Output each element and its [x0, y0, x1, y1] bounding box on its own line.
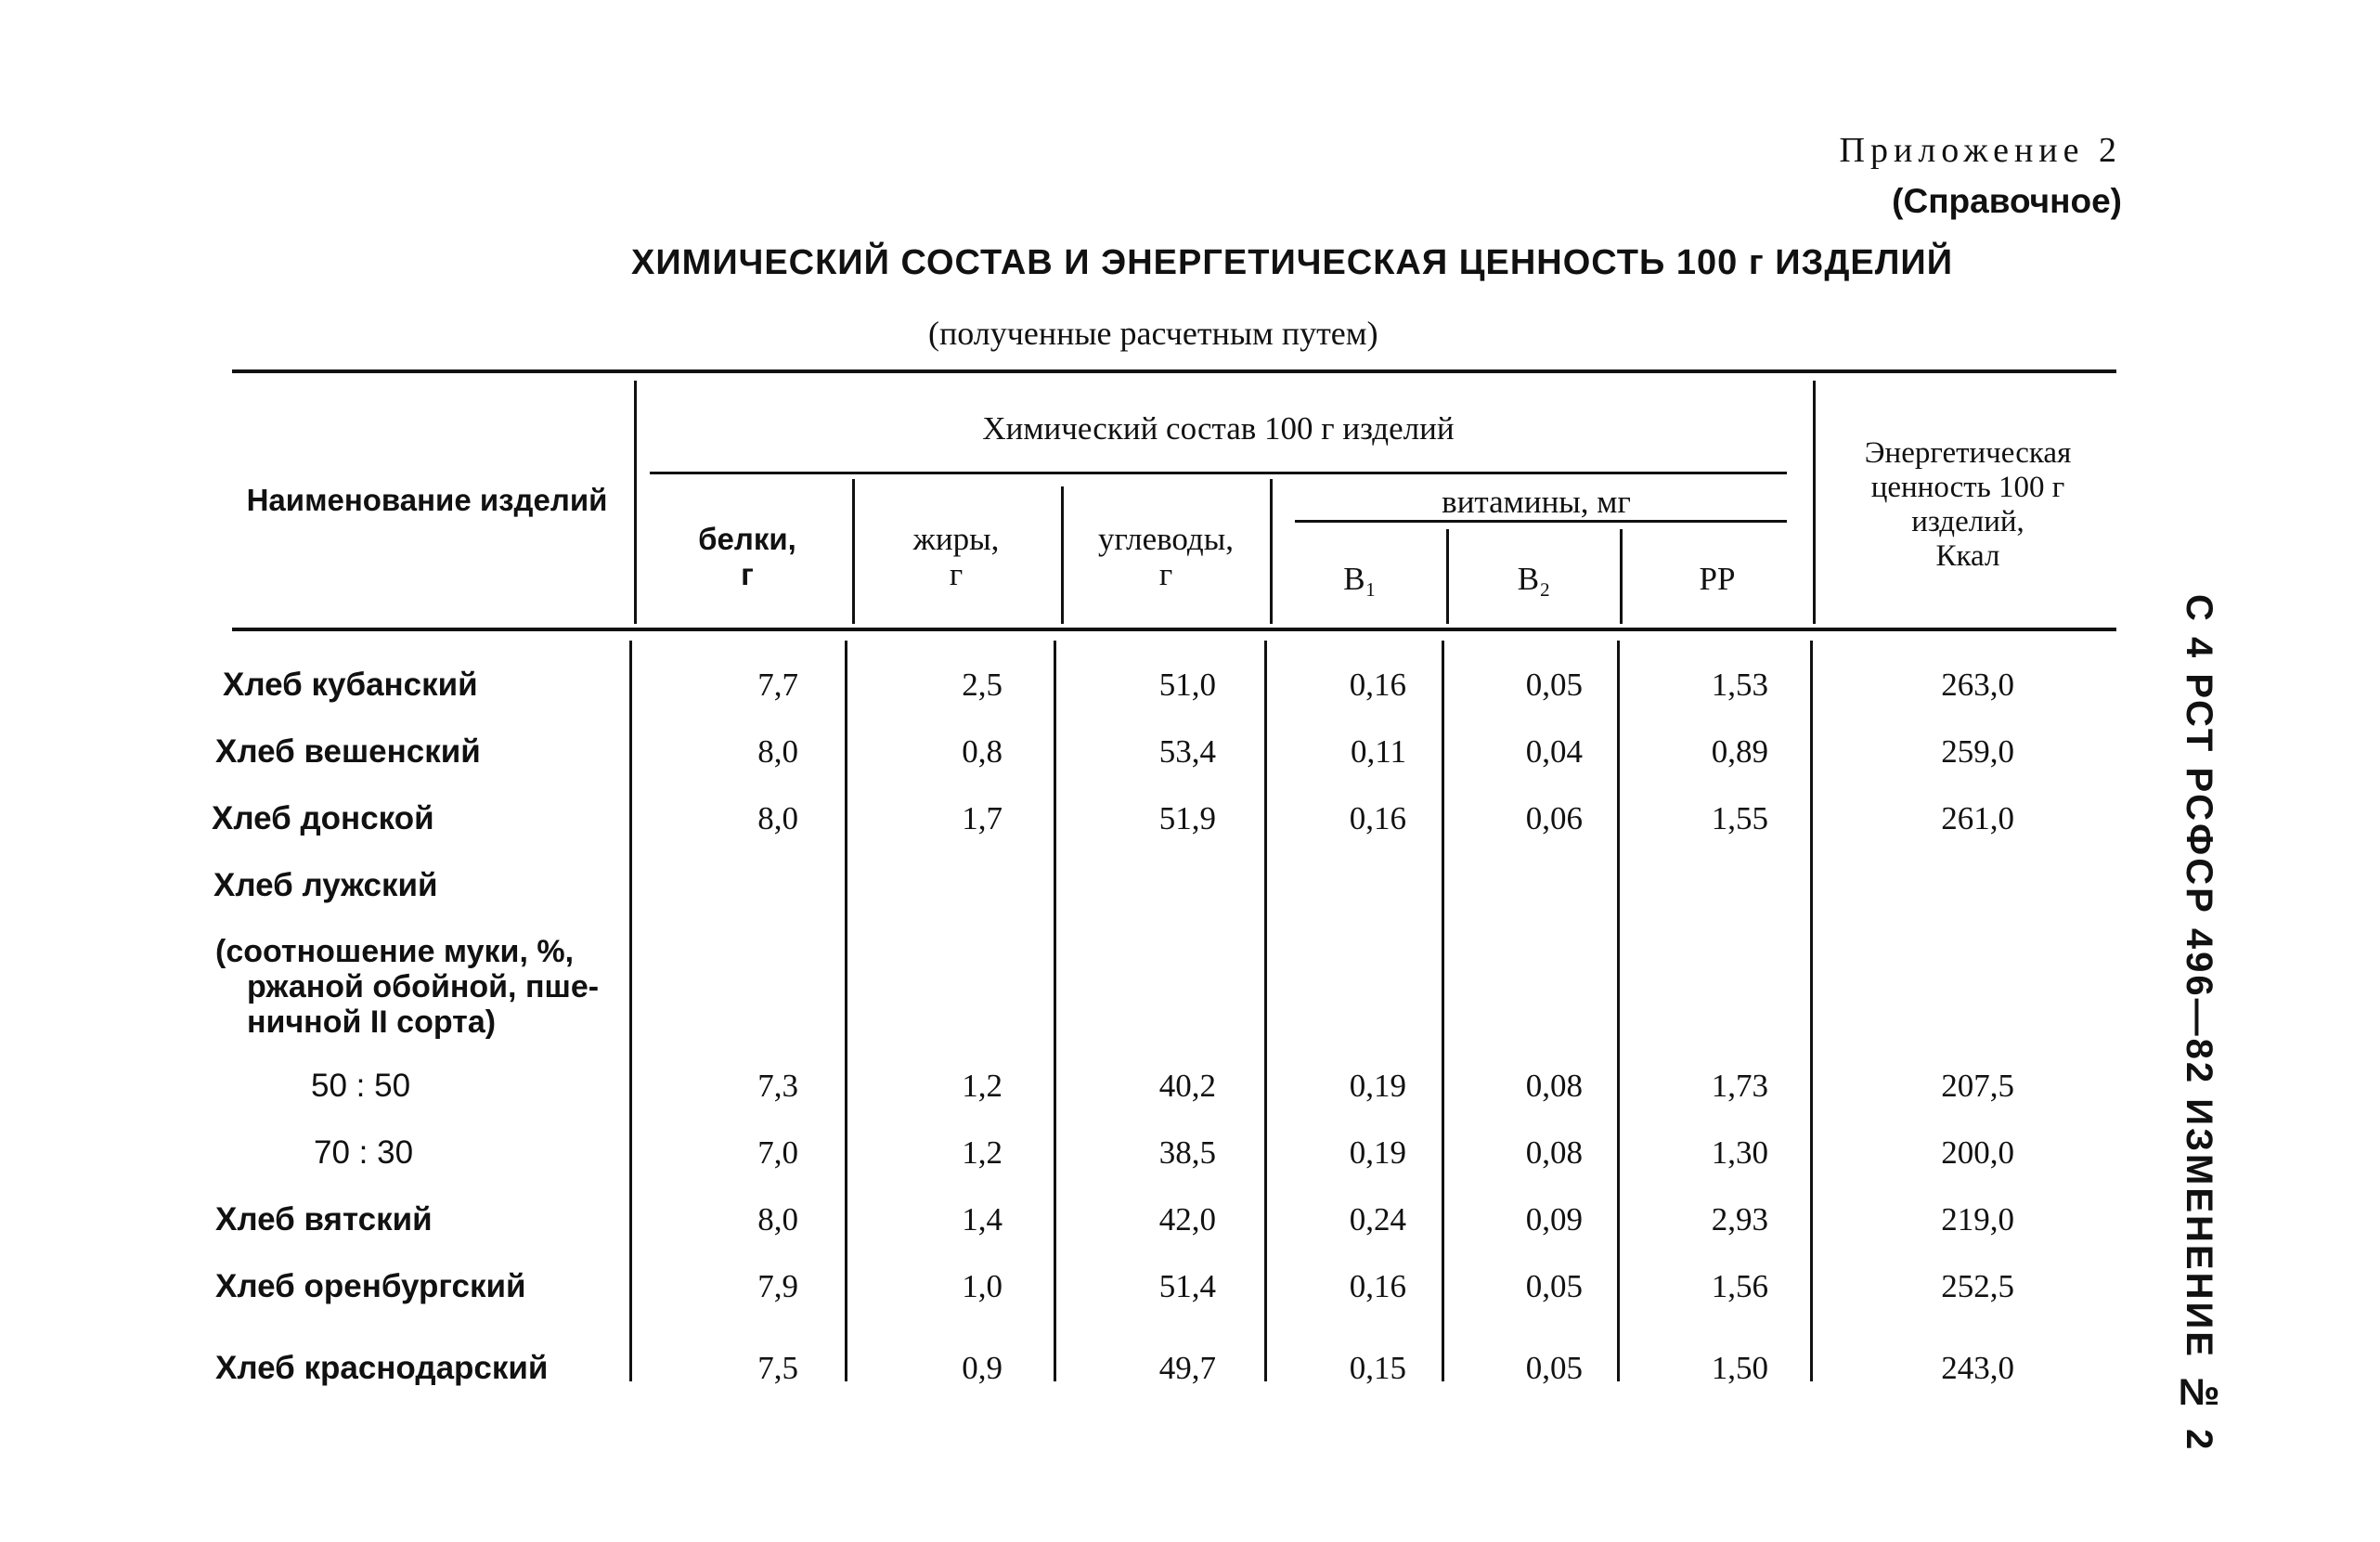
cell-energy: 252,5 [1941, 1268, 2014, 1304]
cell-carbs: 40,2 [1158, 1068, 1216, 1104]
cell-protein: 7,5 [757, 1350, 798, 1386]
protein-unit: г [741, 557, 754, 591]
header-divider [1061, 486, 1064, 624]
protein-label: белки, [698, 522, 796, 556]
header-divider [1270, 479, 1273, 624]
cell-pp: 1,50 [1711, 1350, 1768, 1386]
cell-carbs: 38,5 [1158, 1134, 1216, 1171]
cell-carbs: 42,0 [1158, 1201, 1216, 1237]
cell-b2: 0,05 [1525, 1268, 1583, 1304]
cell-b1: 0,16 [1349, 800, 1406, 836]
cell-b1: 0,19 [1349, 1134, 1406, 1171]
energy-label-3: изделий, [1911, 505, 2024, 538]
cell-pp: 1,73 [1711, 1068, 1768, 1104]
row-name: 70 : 30 [314, 1134, 414, 1171]
header-divider [1446, 529, 1449, 624]
carbs-label: углеводы, [1098, 521, 1234, 557]
cell-b2: 0,08 [1525, 1134, 1583, 1171]
body-divider [845, 641, 847, 1381]
cell-b1: 0,11 [1351, 733, 1406, 770]
cell-b2: 0,04 [1525, 733, 1583, 770]
cell-pp: 2,93 [1711, 1201, 1768, 1237]
cell-pp: 1,30 [1711, 1134, 1768, 1171]
cell-b1: 0,16 [1349, 667, 1406, 703]
energy-label-4: Ккал [1935, 539, 2000, 573]
cell-protein: 8,0 [757, 733, 798, 770]
cell-carbs: 53,4 [1158, 733, 1216, 770]
col-header-name: Наименование изделий [246, 483, 608, 517]
page-subtitle: (полученные расчетным путем) [928, 315, 1378, 352]
row-name: Хлеб вятский [215, 1201, 433, 1237]
cell-energy: 259,0 [1941, 733, 2014, 770]
col-header-chem: Химический состав 100 г изделий [982, 410, 1455, 447]
energy-label-1: Энергетическая [1864, 436, 2072, 470]
note-line-2: ржаной обойной, пше- [247, 969, 600, 1004]
header-divider [1620, 529, 1623, 624]
body-divider [629, 641, 632, 1381]
cell-b1: 0,19 [1349, 1068, 1406, 1104]
document-side-label: С 4 РСТ РСФСР 496—82 ИЗМЕНЕНИЕ № 2 [2179, 594, 2219, 1453]
cell-carbs: 49,7 [1158, 1350, 1216, 1386]
note-line-3: ничной II сорта) [247, 1004, 497, 1040]
cell-b2: 0,05 [1525, 1350, 1583, 1386]
cell-energy: 263,0 [1941, 667, 2014, 703]
cell-fat: 1,2 [962, 1068, 1002, 1104]
header-divider [1813, 381, 1816, 624]
page-title: ХИМИЧЕСКИЙ СОСТАВ И ЭНЕРГЕТИЧЕСКАЯ ЦЕННОСТЬ 100 г ИЗДЕЛИЙ [631, 243, 1954, 282]
cell-pp: 0,89 [1711, 733, 1768, 770]
col-header-pp: PP [1699, 561, 1736, 597]
reference-label: (Справочное) [1892, 182, 2122, 220]
cell-protein: 7,3 [757, 1068, 798, 1104]
chem-group-rule [650, 472, 1787, 474]
col-header-b2: B₂ [1517, 561, 1551, 597]
table-top-rule [232, 369, 2116, 373]
luzhsky-note [215, 934, 599, 1040]
header-divider [852, 479, 855, 624]
cell-energy: 200,0 [1941, 1134, 2014, 1171]
cell-fat: 0,8 [962, 733, 1002, 770]
cell-protein: 7,0 [757, 1134, 798, 1171]
cell-fat: 1,7 [962, 800, 1002, 836]
cell-pp: 1,55 [1711, 800, 1768, 836]
row-name: 50 : 50 [311, 1068, 411, 1104]
cell-carbs: 51,0 [1158, 667, 1216, 703]
col-header-b1: B₁ [1343, 561, 1377, 597]
col-header-vitamins: витамины, мг [1442, 484, 1631, 520]
cell-b2: 0,08 [1525, 1068, 1583, 1104]
row-name: Хлеб лужский [213, 867, 438, 903]
cell-carbs: 51,4 [1158, 1268, 1216, 1304]
cell-energy: 219,0 [1941, 1201, 2014, 1237]
body-divider [1054, 641, 1056, 1381]
cell-carbs: 51,9 [1158, 800, 1216, 836]
row-name: Хлеб краснодарский [215, 1350, 549, 1386]
body-divider [1617, 641, 1620, 1381]
energy-label-2: ценность 100 г [1870, 471, 2065, 504]
cell-b2: 0,05 [1525, 667, 1583, 703]
carbs-unit: г [1158, 556, 1173, 592]
body-divider [1264, 641, 1267, 1381]
fat-label: жиры, [912, 521, 1000, 557]
appendix-label: Приложение 2 [1839, 131, 2122, 170]
cell-energy: 243,0 [1941, 1350, 2014, 1386]
body-divider [1810, 641, 1813, 1381]
cell-b1: 0,24 [1349, 1201, 1406, 1237]
cell-protein: 8,0 [757, 800, 798, 836]
cell-b2: 0,06 [1525, 800, 1583, 836]
cell-b1: 0,15 [1349, 1350, 1406, 1386]
cell-pp: 1,56 [1711, 1268, 1768, 1304]
cell-fat: 2,5 [962, 667, 1002, 703]
col-header-fat [859, 522, 1054, 592]
vitamin-group-rule [1295, 520, 1787, 523]
col-header-carbs [1067, 522, 1264, 592]
row-name: Хлеб кубанский [223, 667, 478, 703]
cell-pp: 1,53 [1711, 667, 1768, 703]
cell-fat: 1,2 [962, 1134, 1002, 1171]
fat-unit: г [949, 556, 964, 592]
body-divider [1442, 641, 1444, 1381]
row-name: Хлеб вешенский [215, 733, 481, 770]
cell-protein: 7,7 [757, 667, 798, 703]
cell-energy: 261,0 [1941, 800, 2014, 836]
cell-fat: 0,9 [962, 1350, 1002, 1386]
col-header-energy [1824, 436, 2112, 574]
cell-fat: 1,4 [962, 1201, 1002, 1237]
col-header-protein [650, 522, 845, 592]
cell-b1: 0,16 [1349, 1268, 1406, 1304]
cell-protein: 8,0 [757, 1201, 798, 1237]
cell-b2: 0,09 [1525, 1201, 1583, 1237]
row-name: Хлеб донской [212, 800, 434, 836]
cell-energy: 207,5 [1941, 1068, 2014, 1104]
cell-fat: 1,0 [962, 1268, 1002, 1304]
row-name: Хлеб оренбургский [215, 1268, 526, 1304]
header-bottom-rule [232, 628, 2116, 631]
note-line-1: (соотношение муки, %, [215, 934, 575, 969]
cell-protein: 7,9 [757, 1268, 798, 1304]
header-divider [634, 381, 637, 624]
